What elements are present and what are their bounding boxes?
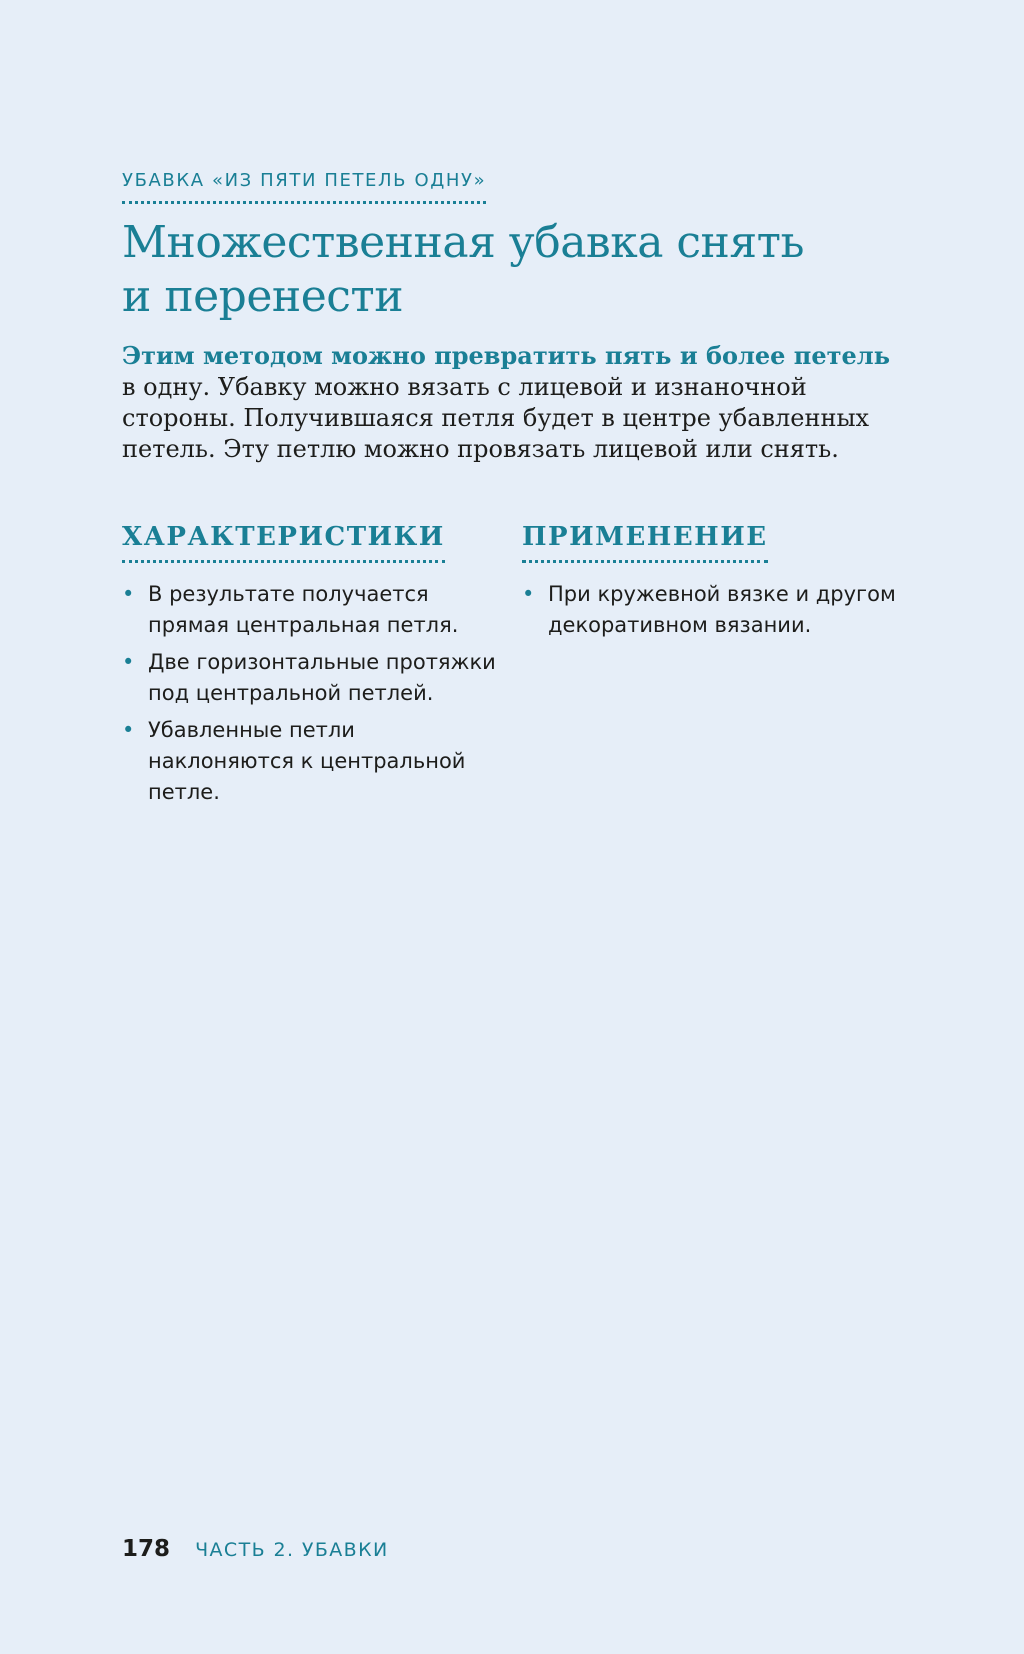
list-item-text: При кружевной вязке и другом декоративном вязании. bbox=[548, 582, 896, 637]
page-number: 178 bbox=[122, 1536, 171, 1562]
application-column bbox=[522, 522, 902, 647]
page-title bbox=[122, 216, 942, 324]
list-item-text: Две горизонтальные протяжки под центральной петлей. bbox=[148, 650, 496, 705]
intro-paragraph bbox=[122, 340, 902, 465]
intro-lead: Этим методом можно превратить пять и более петель bbox=[122, 341, 890, 370]
footer-section-title: ЧАСТЬ 2. УБАВКИ bbox=[195, 1539, 389, 1561]
title-line-2: и перенести bbox=[122, 271, 404, 322]
characteristics-list bbox=[122, 579, 502, 808]
title-line-1: Множественная убавка снять bbox=[122, 217, 804, 268]
characteristics-heading: ХАРАКТЕРИСТИКИ bbox=[122, 522, 445, 563]
list-item bbox=[122, 647, 502, 709]
bullet-icon: • bbox=[122, 582, 135, 606]
list-item-text: Убавленные петли наклоняются к центральной петле. bbox=[148, 718, 466, 804]
bullet-icon: • bbox=[122, 650, 135, 674]
list-item-text: В результате получается прямая центральная петля. bbox=[148, 582, 459, 637]
intro-rest: в одну. Убавку можно вязать с лицевой и изнаночной стороны. Получившаяся петля будет в центре убавленных петель. Эту петлю можно провязать лицевой или снять. bbox=[122, 373, 870, 463]
section-kicker: УБАВКА «ИЗ ПЯТИ ПЕТЕЛЬ ОДНУ» bbox=[122, 170, 486, 204]
bullet-icon: • bbox=[122, 718, 135, 742]
list-item bbox=[122, 715, 502, 808]
list-item bbox=[522, 579, 902, 641]
page-footer bbox=[122, 1536, 389, 1562]
bullet-icon: • bbox=[522, 582, 535, 606]
application-heading: ПРИМЕНЕНИЕ bbox=[522, 522, 768, 563]
list-item bbox=[122, 579, 502, 641]
characteristics-column bbox=[122, 522, 502, 814]
application-list bbox=[522, 579, 902, 641]
